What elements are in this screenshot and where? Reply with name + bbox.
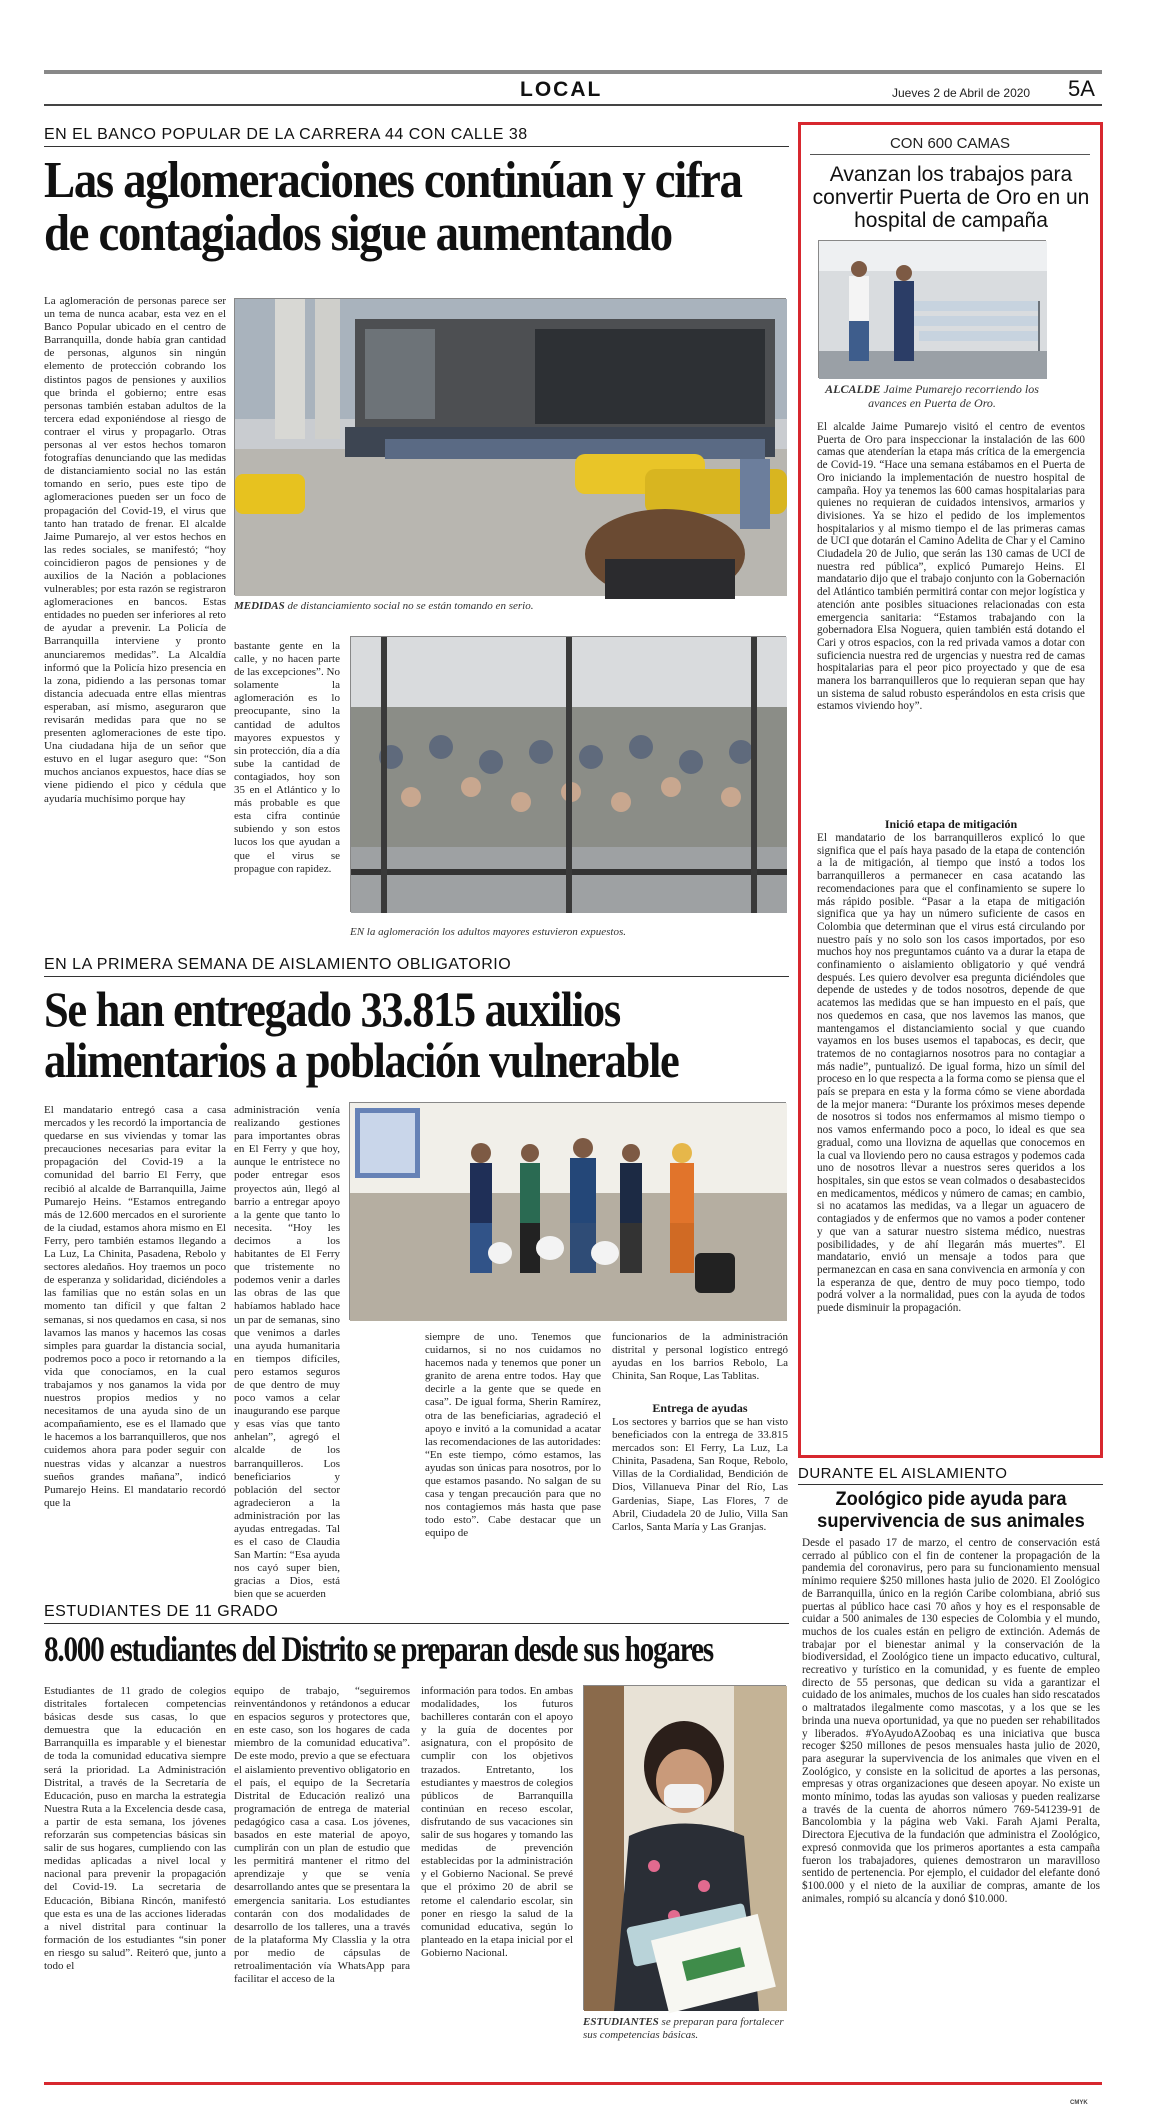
story3-caption (583, 2016, 786, 2042)
story1-col2: bastante gente en la calle, y no hacen parte de las excepciones”. No solamente la aglomeración es lo preocupante, sino la cantidad de adultos mayores expuestos y sin protección, día a día sube la cantidad de contagiados, hoy son 35 en el Atlántico y lo más probable es que esta cifra continúe subiendo y son estos lucos los que ayudan a que el virus se propague con rapidez. (234, 640, 340, 875)
bank-queue-photo (234, 298, 786, 595)
story1-caption2: EN la aglomeración los adultos mayores estuvieron expuestos. (350, 926, 626, 938)
header-rule (44, 104, 1102, 106)
sidebar-caption-lead: ALCALDE (825, 382, 881, 396)
story1-kicker: EN EL BANCO POPULAR DE LA CARRERA 44 CON CALLE 38 (44, 126, 789, 147)
sidebar-headline: Avanzan los trabajos para convertir Puerta de Oro en un hospital de campaña (812, 163, 1090, 232)
story1-caption1 (234, 600, 786, 612)
top-rule (44, 70, 1102, 74)
hospital-beds-photo (818, 240, 1046, 378)
story2-col2: administración venía realizando gestiones para importantes obras en El Ferry y que hoy, aunque le entristece no poder entregar esos proyectos aún, llegó al barrio a entregar apoyo a la gente que tanto lo necesita. “Hoy les decimos a los habitantes de El Ferry que tristemente no podemos venir a darles las obras de las que habíamos hablado hace un par de semanas, sino que venimos a darles una ayuda humanitaria en tiempos difíciles, pero estamos seguros de que dentro de muy poco vamos a celar inaugurando ese parque y esas vías que tanto anhelan”, agregó el alcalde de los barranquilleros. Los beneficiarios y población del sector agradecieron a la administración por las ayudas entregadas. Tal es el caso de Claudia San Martín: “Esa ayuda nos cayó super bien, gracias a Dios, está bien que se acuerden (234, 1104, 340, 1601)
story1-headline: Las aglomeraciones continúan y cifra de contagiados sigue aumentando (44, 152, 742, 263)
bottom-red-rule (44, 2082, 1102, 2085)
story4-headline: Zoológico pide ayuda para supervivencia de sus animales (817, 1489, 1085, 1532)
story2-col4a: funcionarios de la administración distrital y personal logístico entregó ayudas en los barrios Rebolo, La Chinita, San Roque, Las Tablitas. (612, 1331, 788, 1383)
story3-caption-text: se preparan para fortalecer sus competencias básicas. (583, 2016, 784, 2041)
story3-kicker: ESTUDIANTES DE 11 GRADO (44, 1603, 789, 1624)
story2-headline: Se han entregado 33.815 auxilios alimentarios a población vulnerable (44, 981, 679, 1088)
story1-col1: La aglomeración de personas parece ser un tema de nunca acabar, esta vez en el Banco Popular ubicado en el centro de Barranquilla, donde había gran cantidad de personas, algunos sin ningún elemento de protección cobrando los distintos pagos de pensiones y auxilios que brinda el gobierno; entre esas personas también estaban adultos de la tercera edad exponiéndose al riesgo de contraer el virus y propagarlo. Otras personas al ver estos hechos tomaron fotografías denunciando que las medidas de distanciamiento social no las están tomando en serio, pues este tipo de aglomeraciones pueden ser un foco de propagación del Covid-19, el virus que tanto han tratado de frenar. El alcalde Jaime Pumarejo, al ver estos hechos en las redes sociales, se manifestó; “hoy coincidieron pagos de pensiones y de auxilios de la Nación a poblaciones vulnerables; por esta razón se registraron aglomeraciones en bancos. Estas entidades no pueden ser inferiores al reto de ayudar a prevenir. La Policía de Barranquilla interviene y pronto anunciaremos medidas”. La Alcaldía informó que la Policía hizo presencia en la zona, pidiendo a las personas tomar distancia adecuada entre ellas mientras esperaban, así mismo, aseguraron que revisarán medidas para que no se presenten aglomeraciones de este tipo. Una ciudadana hija de un señor que estuvo en el lugar aseguro que: “Son muchos ancianos expuestos, hace días se viene pidiendo el pico y cédula que ayudaría muchísimo porque hay (44, 295, 226, 805)
crowd-glass-photo (350, 636, 786, 912)
story2-col1: El mandatario entregó casa a casa mercados y les recordó la importancia de quedarse en sus viviendas y tomar las precauciones necesarias para evitar la propagación del Covid-19 a la comunidad del barrio El Ferry, que recibió al alcalde de Barranquilla, Jaime Pumarejo Heins. “Estamos entregando más de 12.600 mercados en el suroriente de la ciudad, estamos ahora mismo en El Ferry, pero también estamos llegando a La Luz, La Chinita, Pasadena, Rebolo y sectores aledaños. Hoy traemos un poco de esperanza y solidaridad, diciéndoles a las familias que no están solas en un momento tan difícil y que faltan 2 semanas, si nos quedamos en casa, si nos lavamos las manos y hacemos las cosas simples para guardar la distancia social, podremos poco a poco ir retornando a la vida que conocíamos, en la cual trabajamos y nos ganamos la vida por nuestros propios medios y no necesitamos de una ayuda sino de un acompañamiento, ese es el llamado que le hacemos a los barranquilleros, que nos cuidemos ahora para poder seguir con nuestras vidas y alcanzar a nuestros sueños grandes mañana”, indicó Pumarejo Heins. El mandatario recordó que la (44, 1104, 226, 1509)
story3-col3: información para todos. En ambas modalidades, los futuros bachilleres contarán con el apoyo y la guía de docentes por asignatura, con el propósito de cumplir con los objetivos trazados. Entretanto, los estudiantes y maestros de colegios públicos de Barranquilla continúan en receso escolar, disfrutando de sus vacaciones sin salir de sus hogares y tomando las medidas de prevención establecidas por la administración y el Gobierno Nacional. Se prevé que el próximo 20 de abril se retome el calendario escolar, sin poner en riesgo la salud de la comunidad educativa, según lo planteado en la etapa inicial por el Gobierno Nacional. (421, 1685, 573, 1959)
sidebar-body1: El alcalde Jaime Pumarejo visitó el centro de eventos Puerta de Oro para inspeccionar la instalación de las 600 camas que atenderían la etapa más crítica de la emergencia de Covid-19. “Hace una semana estábamos en el Puerta de Oro iniciando la implementación de nuestro hospital de campaña. Hoy ya tenemos las 600 camas hospitalarias para quienes no requieran de cuidados intensivos, armarios y divisiones. Ya se hizo el pedido de los implementos hospitalarios y al mismo tiempo el de las primeras camas de UCI que dotarán el Camino Adelita de Char y el Camino Ciudadela 20 de Julio, que serán las 130 camas de UCI de nuestra red pública”, explicó Pumarejo Heins. El mandatario dijo que el trabajo conjunto con la Gobernación del Atlántico también permitirá contar con mejor logística y atención ante posibles situaciones relacionadas con esta emergencia sanitaria: “Estamos trabajando con la gobernadora Elsa Noguera, quien también está dotando el Cari y otros espacios, con la red privada vamos a dotar con suficiencia nuestra red de urgencias y nuestra red de camas hospitalarias para el peor pico proyectado y que de esa manera los barranquilleros que lo requieran sepan que hay un sistema de salud robusto esperándolos en esta crisis que estamos viviendo hoy”. (817, 421, 1085, 713)
story4-kicker: DURANTE EL AISLAMIENTO (798, 1465, 1103, 1485)
story2-col3: siempre de uno. Tenemos que cuidarnos, si no nos cuidamos no hacemos nada y tenemos que poner un granito de arena entre todos. Hay que decirle a la gente que se quede en casa”. De igual forma, Sherin Ramírez, otra de las beneficiarias, agradeció el apoyo e invitó a la comunidad a acatar las recomendaciones de las autoridades: “En este tiempo, cómo estamos, las ayudas son únicas para nosotros, por lo que estamos pasando. No salgan de su casa y tengan precaución para que no nos contagiemos más hasta que pase todo esto”. Cabe destacar que un equipo de (425, 1331, 601, 1540)
sidebar-body2: El mandatario de los barranquilleros explicó lo que significa que el país haya pasado de la etapa de contención a la de mitigación, al tiempo que instó a todos los barranquilleros a permanecer en casa acatando las recomendaciones para que el confinamiento se supere lo más rápido posible. “Pasar a la etapa de mitigación significa que ya hay un número suficiente de casos en Colombia que determinan que el virus está circulando por nuestro país y no solo son los casos importados, por eso muchos hoy nos preguntamos cuánto va a durar la etapa de confinamiento o aislamiento obligatorio y qué vendrá después. Les quiero devolver esa pregunta diciéndoles que depende de ustedes y de todos nosotros, depende de que acatemos las medidas que se han impuesto en el país, que nos quedemos en casa, que nos lavemos las manos, que mantengamos el distanciamiento social y que cuando vayamos en los buses usemos el tapabocas, es decir, que tratemos de no contagiarnos nosotros para no contagiar a más nadie”, puntualizó. De igual forma, hizo un símil del proceso en lo que respecta a la forma como se piensa que el país se prepara en esta y la forma cómo se viene abordada de la mejor manera: “Durante los próximos meses depende de nosotros si todos nos enfermamos al mismo tiempo o nos vamos enfermando poco a poco, lo ideal es que sea gradual, como una llovizna de aquellas que conocemos en la cual va lloviendo pero no causa estragos y podemos cada uno de nosotros llevar a nuestros seres queridos a los hospitales, sin que estos se vean colmados o desabastecidos en medicamentos, médicos y número de camas; en cambio, si no acatamos las medidas, va a llegar un aguacero de contagiados y de enfermos que no vamos a poder contener y que van a saturar nuestro sistema médico, nuestras posibilidades, y de ahí llegarán más muertes”. El mandatario, envió un mensaje a todos para que permanezcan en casa en sana convivencia en armonía y con la esperanza de que, dentro de muy poco tiempo, todo podrá volver a la normalidad, pues con la ayuda de todos puede disminuir la propagación. (817, 832, 1085, 1315)
story3-caption-lead: ESTUDIANTES (583, 2016, 659, 2028)
story2-col4b: Los sectores y barrios que se han visto beneficiados con la entrega de 33.815 mercados son: El Ferry, La Luz, La Chinita, Pasadena, San Roque, Rebolo, Villas de la Cordialidad, Bendición de Dios, Villanueva Pinar del Río, Las Gardenias, Siape, Las Flores, 7 de Abril, Ciudadela 20 de Julio, Villa San Carlos, Santa María y Las Granjas. (612, 1416, 788, 1533)
sidebar-subhead: Inició etapa de mitigación (884, 817, 1018, 831)
story3-col2: equipo de trabajo, “seguiremos reinventándonos y retándonos a educar en espacios seguros y protectores que, en este caso, son los hogares de cada miembro de la comunidad educativa”. De este modo, previo a que se efectuara el aislamiento preventivo obligatorio en el país, el equipo de la Secretaría Distrital de Educación realizó una programación de entrega de material pedagógico casa a casa. Los jóvenes, basados en este material de apoyo, cumplirán con un plan de estudio que les permitirá mantener el ritmo del aprendizaje y que se venía desarrollando antes que se presentara la emergencia sanitaria. Los estudiantes contarán con dos modalidades de desarrollo de los talleres, una a través de la plataforma My Classlia y la otra por medio de cápsulas de retroalimentación vía WhatsApp para facilitar el acceso de la (234, 1685, 410, 1986)
story3-col1: Estudiantes de 11 grado de colegios distritales fortalecen competencias básicas desde sus casas, lo que demuestra que la educación en Barranquilla es imparable y el bienestar de toda la comunidad educativa siempre será la prioridad. La Administración Distrital, a través de la Secretaría de Educación, puso en marcha la estrategia Nuestra Ruta a la Excelencia desde casa, a partir de esta semana, los jóvenes reforzarán sus competencias básicas sin salir de sus hogares, cumpliendo con las medidas aplicadas a nivel local y nacional para prevenir la propagación del Covid-19. La secretaria de Educación, Bibiana Rincón, manifestó que esta es una de las acciones lideradas a nivel distrital para continuar la formación de los estudiantes “sin poner en riesgo su salud”. Reiteró que, junto a todo el (44, 1685, 226, 1972)
story4-body: Desde el pasado 17 de marzo, el centro de conservación está cerrado al público con el fin de contener la propagación de la pandemia del coronavirus, pero para su funcionamiento mensual mínimo requiere $250 millones hasta julio de 2020. El Zoológico de Barranquilla, único en la región Caribe colombiana, abrió sus puertas al público hace casi 70 años y hoy es el responsable de cuidar a 500 animales de 130 especies de Colombia y el mundo, muchos de los cuales están en peligro de extinción. Además de trabajar por el bienestar animal y la conservación de la biodiversidad, el Zoológico tiene un impacto educativo, cultural, recreativo y turístico en la comunidad, y es fuente de empleo directo de 55 personas, que dedican su vida a garantizar el cuidado de los animales, muchos de los cuales han sido rescatados o maltratados ilegalmente como mascotas, y a los que se les brinda una nueva oportunidad, ya que no pueden ser rehabilitados y liberados. #YoAyudoAZoobaq es una iniciativa que busca recoger $250 millones de pesos mensuales hasta julio de 2020, para asegurar la supervivencia de los animales que viven en el Zoológico, y consiste en la solicitud de aportes a las personas, empresas y otras organizaciones que deseen apoyar. No existe un monto mínimo, todas las ayudas son valiosas y pueden realizarse a través de la cuenta de ahorros número 769-541239-91 de Bancolombia y la página web Vaki. Farah Ajami Peralta, Directora Ejecutiva de la fundación que administra el Zoológico, expresó conmovida que los primeros aportantes a esta campaña fueron los trabajadores, quienes demostraron un maravilloso sentido de pertenencia. Por ejemplo, el cuidador del elefante donó $100.000 y el nieto de la auxiliar de compras, amante de los animales, rompió su alcancía y donó $10.000. (802, 1537, 1100, 1905)
sidebar-caption (818, 382, 1046, 410)
story2-subhead: Entrega de ayudas (652, 1401, 748, 1415)
caption1-lead: MEDIDAS (234, 600, 285, 612)
caption1-text: de distanciamiento social no se están tomando en serio. (284, 600, 534, 612)
sidebar-kicker: CON 600 CAMAS (810, 135, 1090, 155)
story2-kicker: EN LA PRIMERA SEMANA DE AISLAMIENTO OBLIGATORIO (44, 956, 789, 977)
date-line: Jueves 2 de Abril de 2020 (892, 86, 1031, 100)
aid-delivery-photo (349, 1102, 786, 1320)
color-registration-mark: CMYK (1070, 2100, 1088, 2106)
sidebar-caption-text: Jaime Pumarejo recorriendo los avances en Puerta de Oro. (868, 382, 1039, 410)
story3-headline: 8.000 estudiantes del Distrito se preparan desde sus hogares (44, 1629, 713, 1669)
section-label: LOCAL (520, 78, 603, 101)
page-number: 5A (1068, 76, 1095, 101)
student-photo (583, 1685, 786, 2010)
